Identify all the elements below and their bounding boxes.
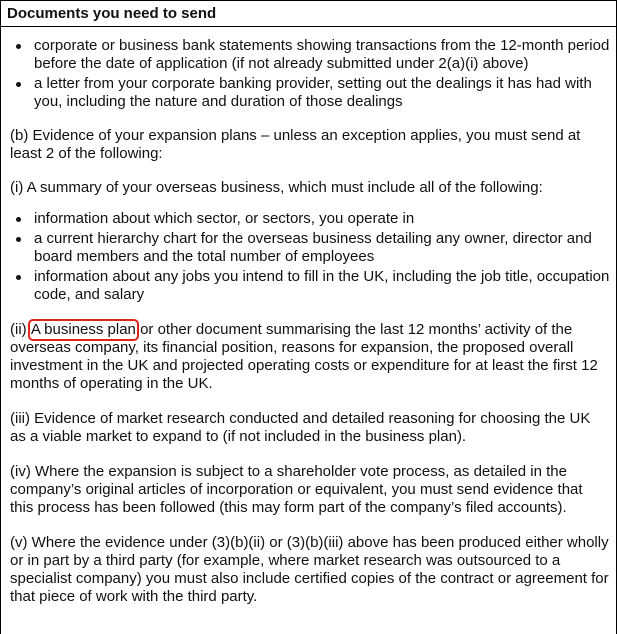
section-header (1, 1, 616, 27)
paragraph-i: (i) A summary of your overseas business, which must include all of the following: (10, 179, 543, 196)
list-item: information about any jobs you intend to fill in the UK, including the job title, occupation code, and salary (10, 268, 610, 304)
paragraph-ii-rest: or other document summarising the last 12 months’ activity of the overseas company, its financial position, reasons for expansion, the proposed overall investment in the UK and projected operating costs or expenditure for at least the first 12 months of operating in the UK. (10, 321, 598, 392)
list-item: a letter from your corporate banking provider, setting out the dealings it has had with you, including the nature and duration of those dealings (10, 75, 610, 111)
list-item: corporate or business bank statements showing transactions from the 12-month period before the date of application (if not already submitted under 2(a)(i) above) (10, 37, 610, 73)
paragraph-iii: (iii) Evidence of market research conducted and detailed reasoning for choosing the UK as a viable market to expand to (if not included in the business plan). (10, 410, 591, 445)
paragraph-ii-prefix: (ii) (10, 321, 31, 338)
document-body (1, 27, 616, 606)
list-item: information about which sector, or sectors, you operate in (10, 210, 610, 228)
paragraph-iv: (iv) Where the expansion is subject to a shareholder vote process, as detailed in the company’s original articles of incorporation or equivalent, you must send evidence that this process has been followed (this may form part of the company’s filed accounts). (10, 463, 583, 516)
overseas-summary-list (10, 210, 610, 304)
paragraph-ii (10, 321, 610, 393)
paragraph-b: (b) Evidence of your expansion plans – unless an exception applies, you must send at least 2 of the following: (10, 127, 581, 162)
bank-evidence-list (10, 37, 610, 111)
list-item: a current hierarchy chart for the overseas business detailing any owner, director and board members and the total number of employees (10, 230, 610, 266)
section-title: Documents you need to send (7, 5, 217, 22)
business-plan-highlight: A business plan (30, 321, 136, 338)
paragraph-v: (v) Where the evidence under (3)(b)(ii) or (3)(b)(iii) above has been produced either wholly or in part by a third party (for example, where market research was outsourced to a specialist company) you must also include certified copies of the contract or agreement for that piece of work with the third party. (10, 534, 609, 605)
